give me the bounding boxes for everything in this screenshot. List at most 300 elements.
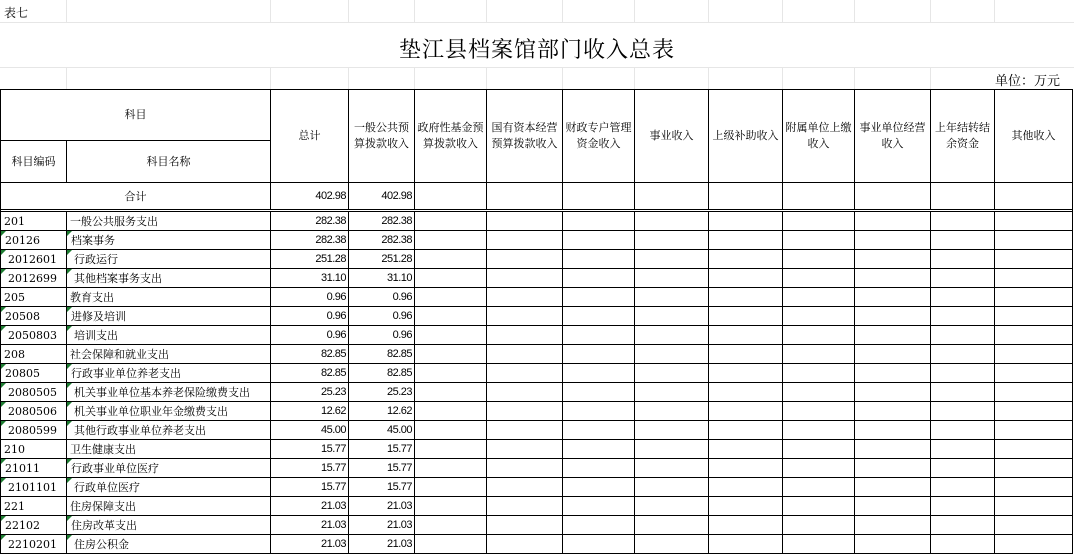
empty-cell[interactable] xyxy=(563,250,635,269)
empty-cell[interactable] xyxy=(855,421,931,440)
empty-cell[interactable] xyxy=(415,231,487,250)
total-cell[interactable]: 0.96 xyxy=(271,326,349,345)
total-cell[interactable]: 15.77 xyxy=(271,440,349,459)
empty-cell[interactable] xyxy=(995,250,1073,269)
empty-cell[interactable] xyxy=(635,478,709,497)
empty-cell[interactable] xyxy=(995,535,1073,554)
empty-cell[interactable] xyxy=(709,459,783,478)
empty-cell[interactable] xyxy=(783,212,855,231)
header-name: 科目名称 xyxy=(67,141,271,183)
general-cell[interactable]: 0.96 xyxy=(349,326,415,345)
table-row xyxy=(1,345,1073,364)
empty-cell[interactable] xyxy=(855,535,931,554)
empty-cell[interactable] xyxy=(783,478,855,497)
general-cell[interactable]: 0.96 xyxy=(349,288,415,307)
empty-cell[interactable] xyxy=(635,364,709,383)
grid-line xyxy=(782,0,783,22)
header-col: 事业收入 xyxy=(635,90,709,183)
empty-cell[interactable] xyxy=(931,516,995,535)
empty-cell xyxy=(783,183,855,210)
grid-line xyxy=(348,67,349,89)
empty-cell[interactable] xyxy=(995,326,1073,345)
page-title: 垫江县档案馆部门收入总表 xyxy=(398,38,675,63)
empty-cell[interactable] xyxy=(855,497,931,516)
empty-cell[interactable] xyxy=(931,326,995,345)
empty-cell[interactable] xyxy=(709,516,783,535)
empty-cell[interactable] xyxy=(855,478,931,497)
empty-cell[interactable] xyxy=(487,459,563,478)
general-cell[interactable]: 15.77 xyxy=(349,440,415,459)
subject-name-cell[interactable]: 社会保障和就业支出 xyxy=(67,345,271,364)
empty-cell[interactable] xyxy=(487,383,563,402)
grid-line xyxy=(486,0,487,22)
empty-cell[interactable] xyxy=(995,402,1073,421)
general-cell[interactable]: 15.77 xyxy=(349,478,415,497)
total-cell[interactable]: 31.10 xyxy=(271,269,349,288)
grid-line xyxy=(634,0,635,22)
grid-line xyxy=(994,0,995,22)
empty-cell[interactable] xyxy=(931,535,995,554)
grid-line xyxy=(930,67,931,89)
empty-cell[interactable] xyxy=(487,440,563,459)
empty-cell[interactable] xyxy=(709,269,783,288)
general-cell[interactable]: 21.03 xyxy=(349,497,415,516)
empty-cell[interactable] xyxy=(563,288,635,307)
empty-cell[interactable] xyxy=(783,250,855,269)
empty-cell[interactable] xyxy=(563,212,635,231)
general-cell[interactable]: 25.23 xyxy=(349,383,415,402)
empty-cell[interactable] xyxy=(855,288,931,307)
empty-cell[interactable] xyxy=(563,269,635,288)
empty-cell[interactable] xyxy=(855,231,931,250)
empty-cell[interactable] xyxy=(931,307,995,326)
empty-cell[interactable] xyxy=(415,421,487,440)
table-row xyxy=(1,231,1073,250)
empty-cell[interactable] xyxy=(635,250,709,269)
subject-name-cell[interactable]: 行政事业单位养老支出 xyxy=(67,364,271,383)
empty-cell[interactable] xyxy=(709,383,783,402)
sheet-tag: 表七 xyxy=(4,6,29,20)
empty-cell[interactable] xyxy=(855,326,931,345)
table-row xyxy=(1,478,1073,497)
empty-cell[interactable] xyxy=(783,516,855,535)
subject-name-cell[interactable]: 其他档案事务支出 xyxy=(67,269,271,288)
empty-cell[interactable] xyxy=(855,402,931,421)
empty-cell[interactable] xyxy=(931,250,995,269)
grid-line xyxy=(854,0,855,22)
total-cell[interactable]: 282.38 xyxy=(271,212,349,231)
empty-cell[interactable] xyxy=(487,269,563,288)
total-cell[interactable]: 0.96 xyxy=(271,288,349,307)
subject-name-cell[interactable]: 行政单位医疗 xyxy=(67,478,271,497)
empty-cell[interactable] xyxy=(709,440,783,459)
grid-line xyxy=(562,0,563,22)
total-cell[interactable]: 15.77 xyxy=(271,459,349,478)
empty-cell[interactable] xyxy=(635,212,709,231)
empty-cell[interactable] xyxy=(415,516,487,535)
empty-cell[interactable] xyxy=(783,383,855,402)
total-cell[interactable]: 21.03 xyxy=(271,535,349,554)
empty-cell[interactable] xyxy=(563,440,635,459)
subject-code-cell[interactable]: 2210201 xyxy=(1,535,67,554)
empty-cell[interactable] xyxy=(931,440,995,459)
empty-cell[interactable] xyxy=(855,516,931,535)
empty-cell[interactable] xyxy=(563,402,635,421)
empty-cell[interactable] xyxy=(783,269,855,288)
empty-cell[interactable] xyxy=(563,231,635,250)
empty-cell[interactable] xyxy=(635,345,709,364)
empty-cell[interactable] xyxy=(635,383,709,402)
table-row xyxy=(1,421,1073,440)
empty-cell[interactable] xyxy=(487,288,563,307)
empty-cell[interactable] xyxy=(931,231,995,250)
empty-cell[interactable] xyxy=(783,421,855,440)
empty-cell[interactable] xyxy=(709,478,783,497)
grid-line xyxy=(414,67,415,89)
empty-cell[interactable] xyxy=(487,231,563,250)
subject-name-cell[interactable]: 机关事业单位职业年金缴费支出 xyxy=(67,402,271,421)
general-cell[interactable]: 45.00 xyxy=(349,421,415,440)
total-cell[interactable]: 15.77 xyxy=(271,478,349,497)
general-cell[interactable]: 282.38 xyxy=(349,231,415,250)
header-col: 一般公共预算拨款收入 xyxy=(349,90,415,183)
empty-cell[interactable] xyxy=(635,326,709,345)
total-cell[interactable]: 82.85 xyxy=(271,364,349,383)
general-cell[interactable]: 0.96 xyxy=(349,307,415,326)
empty-cell xyxy=(563,183,635,210)
subject-code-cell[interactable]: 2080599 xyxy=(1,421,67,440)
empty-cell[interactable] xyxy=(563,497,635,516)
empty-cell[interactable] xyxy=(995,269,1073,288)
grid-line xyxy=(270,67,271,89)
empty-cell[interactable] xyxy=(931,421,995,440)
grid-line xyxy=(66,0,67,22)
empty-cell[interactable] xyxy=(415,459,487,478)
table-row xyxy=(1,497,1073,516)
subject-name-cell[interactable]: 培训支出 xyxy=(67,326,271,345)
empty-cell[interactable] xyxy=(563,345,635,364)
table-row xyxy=(1,364,1073,383)
empty-cell[interactable] xyxy=(931,402,995,421)
subject-code-cell[interactable]: 2050803 xyxy=(1,326,67,345)
subject-name-cell[interactable]: 教育支出 xyxy=(67,288,271,307)
grid-line xyxy=(708,0,709,22)
empty-cell[interactable] xyxy=(487,307,563,326)
subject-code-cell[interactable]: 22102 xyxy=(1,516,67,535)
empty-cell[interactable] xyxy=(783,459,855,478)
empty-cell[interactable] xyxy=(563,478,635,497)
empty-cell[interactable] xyxy=(709,421,783,440)
empty-cell[interactable] xyxy=(855,383,931,402)
empty-cell[interactable] xyxy=(415,345,487,364)
empty-cell[interactable] xyxy=(855,459,931,478)
empty-cell[interactable] xyxy=(415,478,487,497)
subject-code-cell[interactable]: 20126 xyxy=(1,231,67,250)
empty-cell[interactable] xyxy=(415,402,487,421)
total-cell[interactable]: 25.23 xyxy=(271,383,349,402)
header-subject: 科目 xyxy=(1,90,271,141)
empty-cell[interactable] xyxy=(709,535,783,554)
grid-line xyxy=(486,67,487,89)
empty-cell[interactable] xyxy=(931,269,995,288)
empty-cell[interactable] xyxy=(635,516,709,535)
subject-code-cell[interactable]: 2012699 xyxy=(1,269,67,288)
empty-cell[interactable] xyxy=(931,212,995,231)
empty-cell[interactable] xyxy=(487,364,563,383)
empty-cell[interactable] xyxy=(487,326,563,345)
empty-cell[interactable] xyxy=(487,535,563,554)
subject-name-cell[interactable]: 一般公共服务支出 xyxy=(67,212,271,231)
grid-line xyxy=(854,67,855,89)
empty-cell[interactable] xyxy=(635,440,709,459)
subject-name-cell[interactable]: 卫生健康支出 xyxy=(67,440,271,459)
empty-cell[interactable] xyxy=(783,440,855,459)
subject-code-cell[interactable]: 208 xyxy=(1,345,67,364)
table-row xyxy=(1,326,1073,345)
empty-cell[interactable] xyxy=(995,440,1073,459)
empty-cell[interactable] xyxy=(487,402,563,421)
empty-cell[interactable] xyxy=(563,535,635,554)
empty-cell xyxy=(709,183,783,210)
total-cell[interactable]: 251.28 xyxy=(271,250,349,269)
empty-cell[interactable] xyxy=(995,364,1073,383)
empty-cell[interactable] xyxy=(855,212,931,231)
empty-cell[interactable] xyxy=(995,345,1073,364)
subject-code-cell[interactable]: 2080505 xyxy=(1,383,67,402)
empty-cell[interactable] xyxy=(783,535,855,554)
empty-cell[interactable] xyxy=(487,497,563,516)
empty-cell[interactable] xyxy=(783,288,855,307)
subject-code-cell[interactable]: 2012601 xyxy=(1,250,67,269)
header-col: 上级补助收入 xyxy=(709,90,783,183)
empty-cell[interactable] xyxy=(415,212,487,231)
table-row xyxy=(1,459,1073,478)
total-cell[interactable]: 12.62 xyxy=(271,402,349,421)
empty-cell[interactable] xyxy=(415,326,487,345)
subject-code-cell[interactable]: 205 xyxy=(1,288,67,307)
subject-name-cell[interactable]: 进修及培训 xyxy=(67,307,271,326)
empty-cell[interactable] xyxy=(709,250,783,269)
empty-cell[interactable] xyxy=(931,364,995,383)
empty-cell[interactable] xyxy=(563,383,635,402)
total-row xyxy=(1,183,1073,210)
subject-code-cell[interactable]: 2101101 xyxy=(1,478,67,497)
empty-cell[interactable] xyxy=(783,231,855,250)
empty-cell[interactable] xyxy=(995,459,1073,478)
empty-cell[interactable] xyxy=(415,364,487,383)
table-row xyxy=(1,269,1073,288)
empty-cell[interactable] xyxy=(995,288,1073,307)
empty-cell[interactable] xyxy=(931,345,995,364)
empty-cell[interactable] xyxy=(995,212,1073,231)
empty-cell xyxy=(855,183,931,210)
subject-code-cell[interactable]: 210 xyxy=(1,440,67,459)
empty-cell[interactable] xyxy=(783,307,855,326)
empty-cell[interactable] xyxy=(709,231,783,250)
table-row xyxy=(1,288,1073,307)
empty-cell[interactable] xyxy=(709,212,783,231)
subject-name-cell[interactable]: 住房保障支出 xyxy=(67,497,271,516)
grid-line xyxy=(708,67,709,89)
header-col: 上年结转结余资金 xyxy=(931,90,995,183)
grid-line xyxy=(0,22,1074,23)
empty-cell[interactable] xyxy=(995,231,1073,250)
empty-cell[interactable] xyxy=(635,497,709,516)
subject-code-cell[interactable]: 221 xyxy=(1,497,67,516)
empty-cell[interactable] xyxy=(855,345,931,364)
empty-cell[interactable] xyxy=(563,364,635,383)
empty-cell[interactable] xyxy=(783,345,855,364)
empty-cell[interactable] xyxy=(783,364,855,383)
empty-cell[interactable] xyxy=(783,326,855,345)
empty-cell[interactable] xyxy=(931,383,995,402)
empty-cell[interactable] xyxy=(635,269,709,288)
total-label: 合计 xyxy=(1,183,271,210)
subject-code-cell[interactable]: 20805 xyxy=(1,364,67,383)
empty-cell[interactable] xyxy=(487,212,563,231)
header-col: 政府性基金预算拨款收入 xyxy=(415,90,487,183)
grid-line xyxy=(348,0,349,22)
table-row xyxy=(1,307,1073,326)
table-row xyxy=(1,535,1073,554)
empty-cell[interactable] xyxy=(709,402,783,421)
empty-cell[interactable] xyxy=(563,421,635,440)
grid-line xyxy=(414,0,415,22)
empty-cell[interactable] xyxy=(487,478,563,497)
grid-line xyxy=(66,67,67,89)
empty-cell[interactable] xyxy=(783,402,855,421)
empty-cell[interactable] xyxy=(931,497,995,516)
general-cell[interactable]: 21.03 xyxy=(349,516,415,535)
empty-cell[interactable] xyxy=(709,497,783,516)
empty-cell xyxy=(487,183,563,210)
empty-cell[interactable] xyxy=(635,459,709,478)
general-cell[interactable]: 12.62 xyxy=(349,402,415,421)
general-cell[interactable]: 282.38 xyxy=(349,212,415,231)
general-cell[interactable]: 31.10 xyxy=(349,269,415,288)
subject-name-cell[interactable]: 其他行政事业单位养老支出 xyxy=(67,421,271,440)
empty-cell[interactable] xyxy=(563,516,635,535)
empty-cell[interactable] xyxy=(635,535,709,554)
table-row xyxy=(1,516,1073,535)
empty-cell[interactable] xyxy=(415,250,487,269)
total-cell[interactable]: 82.85 xyxy=(271,345,349,364)
empty-cell[interactable] xyxy=(563,459,635,478)
general-cell[interactable]: 82.85 xyxy=(349,345,415,364)
subject-name-cell[interactable]: 行政事业单位医疗 xyxy=(67,459,271,478)
empty-cell[interactable] xyxy=(855,307,931,326)
empty-cell[interactable] xyxy=(995,497,1073,516)
table-row xyxy=(1,383,1073,402)
empty-cell[interactable] xyxy=(563,307,635,326)
empty-cell[interactable] xyxy=(487,250,563,269)
empty-cell[interactable] xyxy=(415,288,487,307)
empty-cell[interactable] xyxy=(855,269,931,288)
empty-cell[interactable] xyxy=(995,383,1073,402)
empty-cell[interactable] xyxy=(709,288,783,307)
unit-label: 单位：万元 xyxy=(994,74,1060,89)
subject-name-cell[interactable]: 住房改革支出 xyxy=(67,516,271,535)
header-col: 其他收入 xyxy=(995,90,1073,183)
empty-cell[interactable] xyxy=(415,383,487,402)
empty-cell[interactable] xyxy=(783,497,855,516)
total-cell[interactable]: 21.03 xyxy=(271,497,349,516)
table-row xyxy=(1,402,1073,421)
empty-cell[interactable] xyxy=(709,326,783,345)
empty-cell[interactable] xyxy=(855,440,931,459)
empty-cell[interactable] xyxy=(855,364,931,383)
subject-code-cell[interactable]: 20508 xyxy=(1,307,67,326)
grid-line xyxy=(782,67,783,89)
empty-cell[interactable] xyxy=(563,326,635,345)
general-cell[interactable]: 21.03 xyxy=(349,535,415,554)
empty-cell[interactable] xyxy=(635,402,709,421)
empty-cell xyxy=(995,183,1073,210)
empty-cell[interactable] xyxy=(487,516,563,535)
grid-line xyxy=(0,67,1074,68)
empty-cell[interactable] xyxy=(931,478,995,497)
subject-name-cell[interactable]: 档案事务 xyxy=(67,231,271,250)
income-table xyxy=(0,89,1073,554)
empty-cell xyxy=(635,183,709,210)
empty-cell[interactable] xyxy=(415,497,487,516)
empty-cell[interactable] xyxy=(709,364,783,383)
table-row xyxy=(1,212,1073,231)
general-cell[interactable]: 15.77 xyxy=(349,459,415,478)
empty-cell[interactable] xyxy=(855,250,931,269)
total-cell[interactable]: 21.03 xyxy=(271,516,349,535)
empty-cell[interactable] xyxy=(709,307,783,326)
total-cell: 402.98 xyxy=(271,183,349,210)
header-col: 总计 xyxy=(271,90,349,183)
empty-cell[interactable] xyxy=(415,307,487,326)
subject-code-cell[interactable]: 201 xyxy=(1,212,67,231)
general-cell[interactable]: 82.85 xyxy=(349,364,415,383)
empty-cell[interactable] xyxy=(635,231,709,250)
header-row xyxy=(1,90,1073,141)
subject-name-cell[interactable]: 住房公积金 xyxy=(67,535,271,554)
total-cell[interactable]: 282.38 xyxy=(271,231,349,250)
empty-cell[interactable] xyxy=(635,288,709,307)
header-col: 财政专户管理资金收入 xyxy=(563,90,635,183)
total-cell[interactable]: 0.96 xyxy=(271,307,349,326)
empty-cell[interactable] xyxy=(635,421,709,440)
empty-cell[interactable] xyxy=(487,345,563,364)
grid-line xyxy=(930,0,931,22)
header-col: 国有资本经营预算拨款收入 xyxy=(487,90,563,183)
subject-name-cell[interactable]: 机关事业单位基本养老保险缴费支出 xyxy=(67,383,271,402)
empty-cell[interactable] xyxy=(931,288,995,307)
empty-cell[interactable] xyxy=(709,345,783,364)
subject-code-cell[interactable]: 2080506 xyxy=(1,402,67,421)
empty-cell[interactable] xyxy=(415,440,487,459)
general-cell[interactable]: 251.28 xyxy=(349,250,415,269)
empty-cell[interactable] xyxy=(995,478,1073,497)
subject-code-cell[interactable]: 21011 xyxy=(1,459,67,478)
empty-cell[interactable] xyxy=(415,269,487,288)
empty-cell[interactable] xyxy=(487,421,563,440)
empty-cell[interactable] xyxy=(635,307,709,326)
header-col: 事业单位经营收入 xyxy=(855,90,931,183)
empty-cell[interactable] xyxy=(995,307,1073,326)
empty-cell[interactable] xyxy=(995,516,1073,535)
subject-name-cell[interactable]: 行政运行 xyxy=(67,250,271,269)
empty-cell[interactable] xyxy=(931,459,995,478)
empty-cell[interactable] xyxy=(415,535,487,554)
total-cell[interactable]: 45.00 xyxy=(271,421,349,440)
empty-cell[interactable] xyxy=(995,421,1073,440)
grid-line xyxy=(634,67,635,89)
